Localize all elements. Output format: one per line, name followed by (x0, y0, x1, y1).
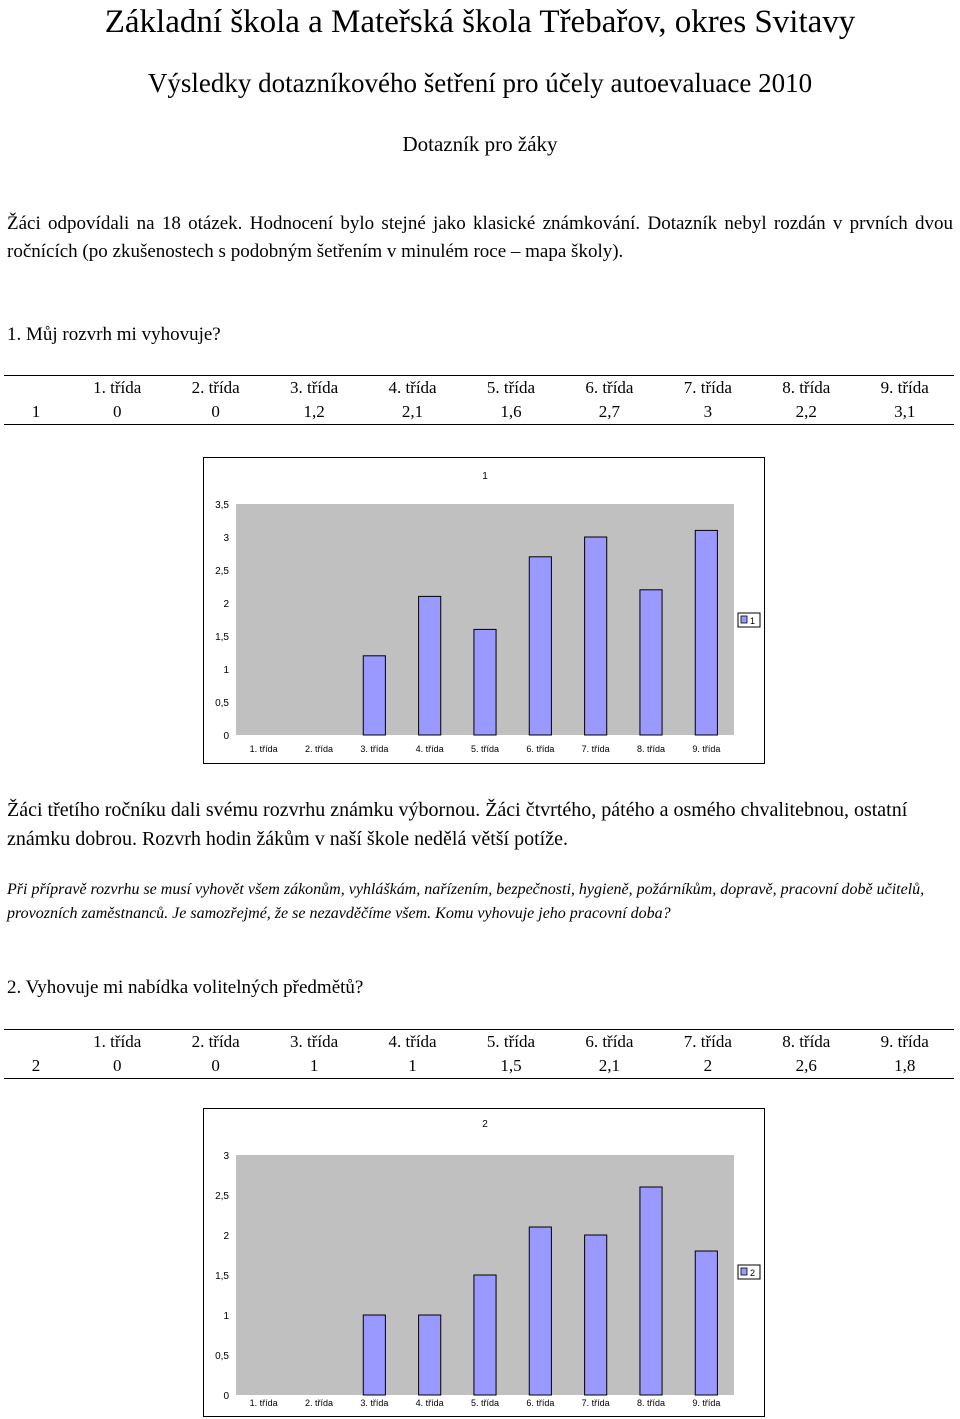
x-tick-label: 3. třída (360, 1398, 389, 1408)
bar (640, 590, 662, 735)
class-header: 4. třída (363, 376, 461, 401)
class-header: 2. třída (166, 1030, 264, 1055)
table-cell: 0 (68, 1054, 166, 1079)
question-1-note: Při přípravě rozvrhu se musí vyhovět všem zákonům, vyhláškám, nařízením, bezpečnosti, hygieně, požárníkům, dopravě, pracovní době učitelů, provozních zaměstnanců. Je samozřejmé, že se nezavděčíme všem. Komu vyhovuje jeho pracovní doba? (7, 881, 925, 922)
bar (419, 596, 441, 735)
bar (529, 1227, 551, 1395)
table-cell: 2,1 (560, 1054, 658, 1079)
chart-question-1 (203, 457, 765, 764)
table-cell: 2,2 (757, 400, 855, 425)
chart-title: 1 (482, 471, 488, 482)
chart-svg (204, 1109, 764, 1416)
class-header: 9. třída (856, 1030, 955, 1055)
bar (474, 629, 496, 735)
y-tick-label: 2,5 (215, 566, 229, 577)
legend-swatch (741, 616, 747, 623)
x-tick-label: 8. třída (636, 744, 666, 754)
class-header: 1. třída (68, 1030, 166, 1055)
x-tick-label: 5. třída (470, 744, 500, 754)
x-tick-label: 9. třída (692, 1398, 721, 1408)
document-title: Základní škola a Mateřská škola Třebařov, okres Svitavy (104, 4, 856, 40)
table-row (4, 1054, 954, 1079)
x-tick-label: 8. třída (636, 1398, 666, 1408)
row-label: 1 (4, 400, 68, 425)
class-header: 5. třída (462, 376, 560, 401)
x-tick-label: 4. třída (415, 1398, 444, 1408)
class-header: 9. třída (856, 376, 955, 401)
bar (419, 1315, 441, 1395)
y-tick-label: 3,5 (215, 500, 229, 511)
y-tick-label: 0 (223, 1391, 229, 1402)
class-header: 8. třída (757, 376, 855, 401)
class-header: 5. třída (462, 1030, 560, 1055)
y-tick-label: 0 (223, 731, 229, 742)
table-cell: 2,6 (757, 1054, 855, 1079)
table-row (4, 400, 954, 425)
class-header: 2. třída (166, 376, 264, 401)
class-header: 6. třída (560, 376, 658, 401)
bar (474, 1275, 496, 1395)
legend-label: 1 (750, 616, 756, 626)
question-2-table (4, 1029, 954, 1079)
x-tick-label: 6. třída (526, 1398, 555, 1408)
y-tick-label: 3 (223, 1151, 229, 1162)
question-1-table (4, 375, 954, 425)
class-header: 3. třída (265, 1030, 363, 1055)
class-header: 7. třída (659, 1030, 757, 1055)
class-header: 4. třída (363, 1030, 461, 1055)
questionnaire-label: Dotazník pro žáky (402, 132, 558, 156)
table-cell: 0 (166, 400, 264, 425)
x-tick-label: 9. třída (692, 744, 721, 754)
table-cell: 1,8 (856, 1054, 955, 1079)
question-1-title: 1. Můj rozvrh mi vyhovuje? (7, 324, 221, 345)
bar (363, 656, 385, 735)
table-cell: 3 (659, 400, 757, 425)
table-cell: 3,1 (856, 400, 955, 425)
bar (529, 557, 551, 735)
x-tick-label: 7. třída (581, 744, 610, 754)
class-header: 6. třída (560, 1030, 658, 1055)
bar (640, 1187, 662, 1395)
x-tick-label: 2. třída (304, 1398, 334, 1408)
y-tick-label: 0,5 (215, 698, 229, 709)
x-tick-label: 7. třída (581, 1398, 610, 1408)
y-tick-label: 2 (223, 599, 229, 610)
chart-svg (204, 458, 764, 763)
chart-title: 2 (482, 1119, 488, 1130)
x-tick-label: 6. třída (526, 744, 555, 754)
chart-question-2 (203, 1108, 765, 1417)
y-tick-label: 0,5 (215, 1351, 229, 1362)
x-tick-label: 1. třída (249, 1398, 278, 1408)
y-tick-label: 1,5 (215, 632, 229, 643)
table-cell: 1 (265, 1054, 363, 1079)
x-tick-label: 5. třída (470, 1398, 500, 1408)
class-header: 7. třída (659, 376, 757, 401)
bar (585, 1235, 607, 1395)
table-cell: 2 (659, 1054, 757, 1079)
y-tick-label: 3 (223, 533, 229, 544)
bar (585, 537, 607, 735)
class-header: 1. třída (68, 376, 166, 401)
x-tick-label: 3. třída (360, 744, 389, 754)
table-cell: 1,5 (462, 1054, 560, 1079)
bar (363, 1315, 385, 1395)
intro-paragraph: Žáci odpovídali na 18 otázek. Hodnocení bylo stejné jako klasické známkování. Dotazník nebyl rozdán v prvních dvou ročnících (po zkušenostech s podobným šetřením v minulém roce – mapa školy). (7, 213, 953, 262)
y-tick-label: 1,5 (215, 1271, 229, 1282)
x-tick-label: 2. třída (304, 744, 334, 754)
table-cell: 2,1 (363, 400, 461, 425)
bar (695, 1251, 717, 1395)
row-label: 2 (4, 1054, 68, 1079)
table-cell: 1,2 (265, 400, 363, 425)
question-2-title: 2. Vyhovuje mi nabídka volitelných předmětů? (7, 977, 364, 998)
table-cell: 1 (363, 1054, 461, 1079)
table-cell: 2,7 (560, 400, 658, 425)
document-subtitle: Výsledky dotazníkového šetření pro účely autoevaluace 2010 (147, 68, 813, 98)
class-header: 3. třída (265, 376, 363, 401)
table-cell: 1,6 (462, 400, 560, 425)
table-header-row (4, 1030, 954, 1055)
y-tick-label: 2 (223, 1231, 229, 1242)
x-tick-label: 4. třída (415, 744, 444, 754)
legend-swatch (741, 1268, 747, 1275)
bar (695, 530, 717, 735)
y-tick-label: 1 (223, 665, 229, 676)
y-tick-label: 1 (223, 1311, 229, 1322)
y-tick-label: 2,5 (215, 1191, 229, 1202)
table-header-row (4, 376, 954, 401)
legend-label: 2 (750, 1268, 756, 1278)
table-cell: 0 (68, 400, 166, 425)
question-1-comment: Žáci třetího ročníku dali svému rozvrhu známku výbornou. Žáci čtvrtého, pátého a osmého chvalitebnou, ostatní známku dobrou. Rozvrh hodin žákům v naší škole nedělá větší potíže. (7, 799, 908, 850)
table-cell: 0 (166, 1054, 264, 1079)
x-tick-label: 1. třída (249, 744, 278, 754)
class-header: 8. třída (757, 1030, 855, 1055)
